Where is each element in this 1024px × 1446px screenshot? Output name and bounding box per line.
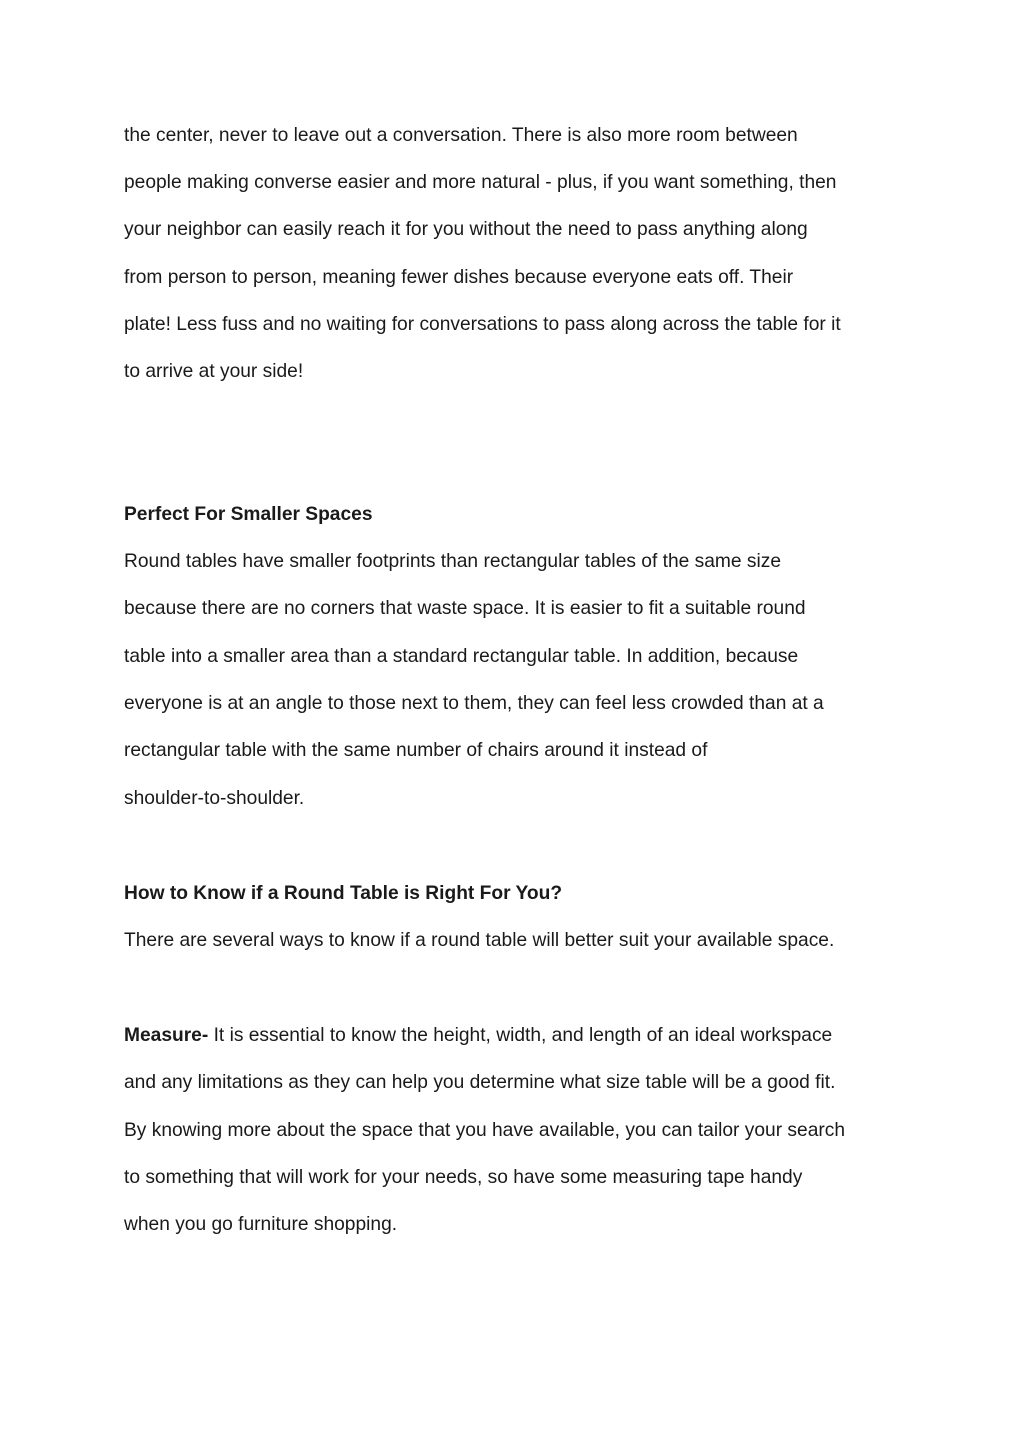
text-line: shoulder-to-shoulder. [124, 788, 305, 809]
text-line: your neighbor can easily reach it for you without the need to pass anything along [124, 219, 808, 240]
text-line: table into a smaller area than a standard rectangular table. In addition, because [124, 646, 799, 667]
text-line: By knowing more about the space that you have available, you can tailor your search [124, 1120, 846, 1141]
text-line: the center, never to leave out a conversation. There is also more room between [124, 125, 798, 146]
text-line: when you go furniture shopping. [124, 1214, 398, 1235]
text-line: everyone is at an angle to those next to them, they can feel less crowded than at a [124, 693, 824, 714]
text-line: Round tables have smaller footprints than rectangular tables of the same size [124, 551, 782, 572]
text-line: rectangular table with the same number of chairs around it instead of [124, 740, 708, 761]
measure-first-line: It is essential to know the height, width, and length of an ideal workspace [208, 1025, 833, 1046]
measure-label: Measure- [124, 1025, 209, 1046]
text-line: and any limitations as they can help you determine what size table will be a good fit. [124, 1072, 836, 1093]
section-heading: How to Know if a Round Table is Right For You? [124, 883, 563, 904]
text-line: to something that will work for your needs, so have some measuring tape handy [124, 1167, 803, 1188]
text-line: plate! Less fuss and no waiting for conversations to pass along across the table for it [124, 314, 841, 335]
text-line [124, 1024, 832, 1048]
section-heading: Perfect For Smaller Spaces [124, 504, 373, 525]
text-line: people making converse easier and more natural - plus, if you want something, then [124, 172, 837, 193]
text-line: to arrive at your side! [124, 361, 304, 382]
text-line: because there are no corners that waste space. It is easier to fit a suitable round [124, 598, 806, 619]
text-line: There are several ways to know if a round table will better suit your available space. [124, 930, 835, 951]
text-line: from person to person, meaning fewer dishes because everyone eats off. Their [124, 267, 794, 288]
